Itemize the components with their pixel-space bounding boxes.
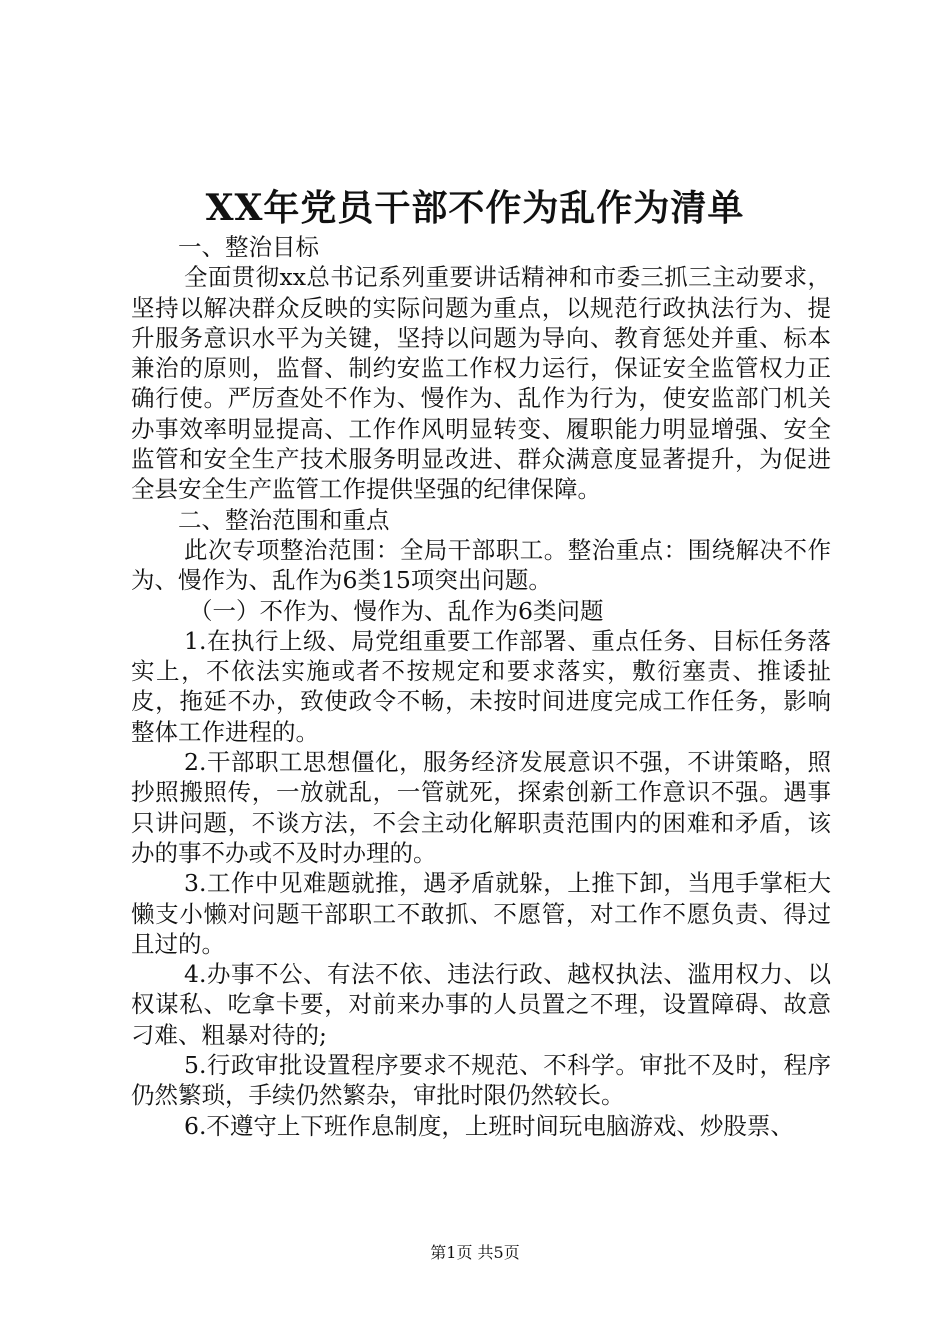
document-body [131, 232, 831, 1141]
list-item: 3.工作中见难题就推，遇矛盾就躲，上推下卸，当甩手掌柜大懒支小懒对问题干部职工不敢抓、不愿管，对工作不愿负责、得过且过的。 [131, 869, 831, 958]
section-paragraph-scope: 此次专项整治范围：全局干部职工。整治重点：围绕解决不作为、慢作为、乱作为6类15项突出问题。 [131, 535, 831, 595]
page-number-footer: 第1页 共5页 [430, 1243, 520, 1262]
section-heading-scope: 二、整治范围和重点 [178, 505, 390, 534]
subsection-heading-problems: （一）不作为、慢作为、乱作为6类问题 [189, 596, 604, 625]
list-item: 2.干部职工思想僵化，服务经济发展意识不强，不讲策略，照抄照搬照传，一放就乱，一管就死，探索创新工作意识不强。遇事只讲问题，不谈方法，不会主动化解职责范围内的困难和矛盾，该办的事不办或不及时办理的。 [131, 748, 831, 867]
list-item: 4.办事不公、有法不依、违法行政、越权执法、滥用权力、以权谋私、吃拿卡要，对前来办事的人员置之不理，设置障碍、故意刁难、粗暴对待的; [131, 960, 831, 1049]
list-item: 5.行政审批设置程序要求不规范、不科学。审批不及时，程序仍然繁琐，手续仍然繁杂，审批时限仍然较长。 [131, 1051, 831, 1110]
document-title: XX年党员干部不作为乱作为清单 [205, 187, 745, 229]
section-heading-goals: 一、整治目标 [178, 233, 319, 261]
section-paragraph-goals: 全面贯彻xx总书记系列重要讲话精神和市委三抓三主动要求，坚持以解决群众反映的实际问题为重点，以规范行政执法行为、提升服务意识水平为关键，坚持以问题为导向、教育惩处并重、标本兼治的原则，监督、制约安监工作权力运行，保证安全监管权力正确行使。严厉查处不作为、慢作为、乱作为行为，使安监部门机关办事效率明显提高、工作作风明显转变、履职能力明显增强、安全监管和安全生产技术服务明显改进、群众满意度显著提升，为促进全县安全生产监管工作提供坚强的纪律保障。 [131, 263, 831, 504]
list-item: 1.在执行上级、局党组重要工作部署、重点任务、目标任务落实上，不依法实施或者不按规定和要求落实，敷衍塞责、推诿扯皮，拖延不办，致使政令不畅，未按时间进度完成工作任务，影响整体工作进程的。 [131, 626, 831, 746]
list-item: 6.不遵守上下班作息制度，上班时间玩电脑游戏、炒股票、 [184, 1111, 794, 1140]
